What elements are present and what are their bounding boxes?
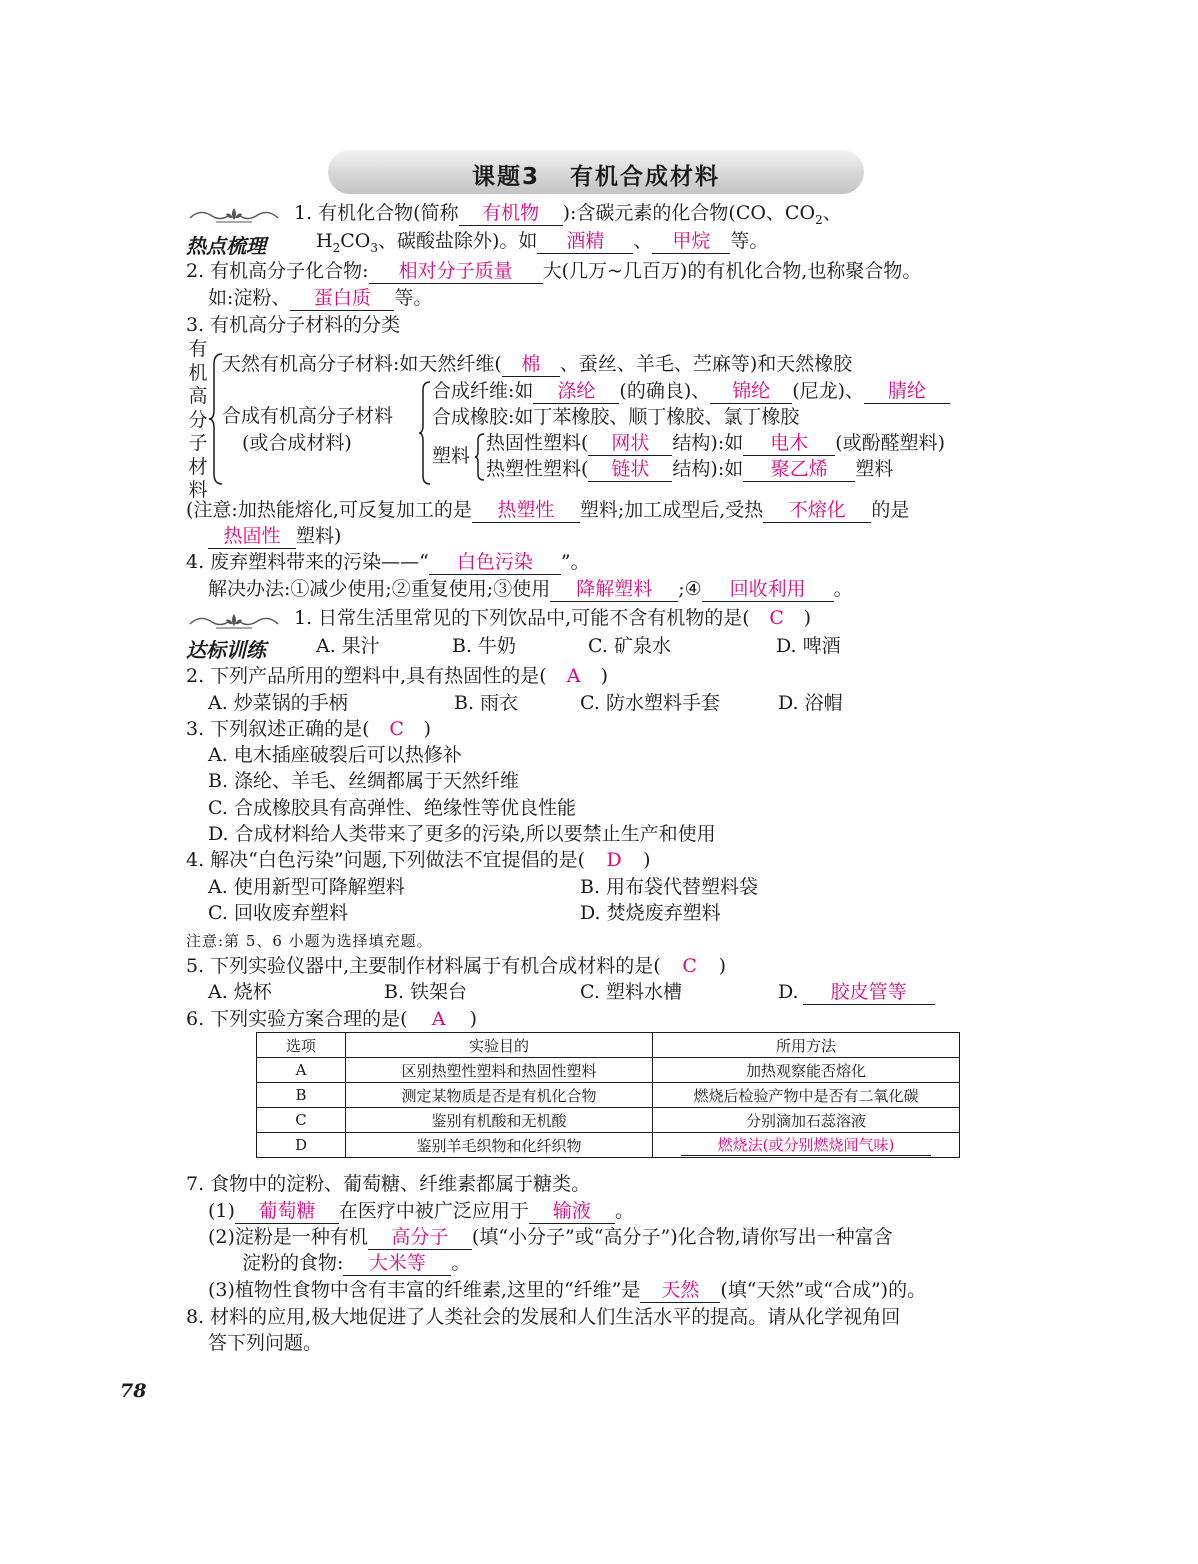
table-cell: 加热观察能否熔化 bbox=[653, 1058, 960, 1083]
review-q4-line1: 4. 废弃塑料带来的污染——“ 白色污染 ”。 bbox=[186, 551, 590, 573]
option-b: B. 涤纶、羊毛、丝绸都属于天然纤维 bbox=[208, 770, 520, 792]
option-c: C. 塑料水槽 bbox=[580, 981, 682, 1003]
answer-blank: 白色污染 bbox=[429, 550, 561, 575]
classification-vertical-label: 有机高分子材料 bbox=[188, 338, 208, 501]
answer-blank: 锦纶 bbox=[710, 379, 792, 404]
answer-blank: 降解塑料 bbox=[550, 577, 678, 602]
answer-blank: 链状 bbox=[588, 457, 672, 482]
table-row bbox=[257, 1108, 960, 1133]
review-q1-line1: 1. 有机化合物(简称 有机物 ):含碳元素的化合物(CO、$CO_2$、 bbox=[294, 202, 842, 227]
review-q3-title: 3. 有机高分子材料的分类 bbox=[186, 314, 401, 336]
thermoplastic-line: 热塑性塑料( 链状 结构):如 聚乙烯 塑料 bbox=[486, 458, 894, 480]
review-q2-line1: 2. 有机高分子化合物: 相对分子质量 大(几万~几百万)的有机化合物,也称聚合物。 bbox=[186, 260, 922, 282]
ornament-icon bbox=[186, 610, 282, 632]
training-q7-3: (3)植物性食物中含有丰富的纤维素,这里的“纤维”是 天然 (填“天然”或“合成”)的。 bbox=[208, 1279, 927, 1301]
answer-blank: 葡萄糖 bbox=[235, 1199, 339, 1224]
table-header: 实验目的 bbox=[346, 1033, 653, 1058]
answer-blank: 输液 bbox=[529, 1199, 615, 1224]
answer-blank: A bbox=[431, 1008, 446, 1030]
lesson-number: 课题3 bbox=[471, 164, 540, 190]
answer-blank: 涤纶 bbox=[533, 379, 619, 404]
table-cell bbox=[653, 1133, 960, 1158]
synthetic-fiber-line: 合成纤维:如 涤纶 (的确良)、 锦纶 (尼龙)、 腈纶 bbox=[432, 378, 950, 404]
training-q8-line2: 答下列问题。 bbox=[208, 1332, 323, 1354]
answer-blank: 高分子 bbox=[368, 1225, 472, 1250]
answer-blank: 热塑性 bbox=[472, 498, 580, 523]
review-q1-line2: $H_2CO_3$、碳酸盐除外)。如 酒精 、 甲烷 等。 bbox=[316, 230, 769, 255]
training-q7-2: (2)淀粉是一种有机 高分子 (填“小分子”或“高分子”)化合物,请你写出一种富含 bbox=[208, 1226, 893, 1248]
thermoset-line: 热固性塑料( 网状 结构):如 电木 (或酚醛塑料) bbox=[486, 432, 946, 454]
answer-blank: 天然 bbox=[640, 1278, 720, 1303]
option-b: B. 用布袋代替塑料袋 bbox=[580, 876, 759, 898]
training-note: 注意:第 5、6 小题为选择填充题。 bbox=[186, 932, 433, 950]
table-cell: 鉴别羊毛织物和化纤织物 bbox=[346, 1133, 653, 1158]
review-q4-line2: 解决办法:①减少使用;②重复使用;③使用 降解塑料 ;④ 回收利用 。 bbox=[208, 578, 853, 600]
natural-materials-line: 天然有机高分子材料:如天然纤维( 棉 、蚕丝、羊毛、苎麻等)和天然橡胶 bbox=[222, 353, 853, 375]
option-c: C. 防水塑料手套 bbox=[580, 692, 720, 714]
answer-blank: 回收利用 bbox=[702, 577, 834, 602]
table-cell: B bbox=[257, 1083, 346, 1108]
answer-blank: 电木 bbox=[743, 431, 835, 456]
ornament-icon bbox=[186, 204, 282, 226]
option-d: D. 胶皮管等 bbox=[778, 979, 935, 1005]
note-line1: (注意:加热能熔化,可反复加工的是 热塑性 塑料;加工成型后,受热 不熔化 的是 bbox=[186, 499, 910, 521]
table-row bbox=[257, 1083, 960, 1108]
table-cell: 燃烧后检验产物中是否有二氧化碳 bbox=[653, 1083, 960, 1108]
answer-blank: C bbox=[389, 718, 404, 740]
review-q2-line2: 如:淀粉、 蛋白质 等。 bbox=[208, 287, 433, 309]
answer-blank: 燃烧法(或分别燃烧闻气味) bbox=[681, 1135, 931, 1156]
table-cell: 鉴别有机酸和无机酸 bbox=[346, 1108, 653, 1133]
option-b: B. 雨衣 bbox=[454, 692, 519, 714]
brace-icon bbox=[474, 432, 486, 482]
lesson-name: 有机合成材料 bbox=[570, 164, 721, 190]
option-b: B. 铁架台 bbox=[384, 981, 468, 1003]
option-a: A. 电木插座破裂后可以热修补 bbox=[208, 744, 462, 766]
table-header-row bbox=[257, 1033, 960, 1058]
answer-blank: 酒精 bbox=[537, 229, 633, 254]
option-d: D. 浴帽 bbox=[778, 692, 843, 714]
option-d: D. 啤酒 bbox=[776, 635, 841, 657]
table-cell: 区别热塑性塑料和热固性塑料 bbox=[346, 1058, 653, 1083]
answer-blank: C bbox=[769, 607, 784, 629]
title-banner bbox=[328, 150, 864, 194]
table-header: 所用方法 bbox=[653, 1033, 960, 1058]
answer-blank: 胶皮管等 bbox=[803, 980, 935, 1005]
option-a: A. 炒菜锅的手柄 bbox=[208, 692, 348, 714]
section-training: 达标训练 bbox=[186, 638, 266, 662]
page-title bbox=[328, 158, 864, 191]
table-cell: 分别滴加石蕊溶液 bbox=[653, 1108, 960, 1133]
option-d: D. 合成材料给人类带来了更多的污染,所以要禁止生产和使用 bbox=[208, 823, 716, 845]
option-c: C. 合成橡胶具有高弹性、绝缘性等优良性能 bbox=[208, 797, 576, 819]
answer-blank: D bbox=[606, 849, 622, 871]
answer-blank: 聚乙烯 bbox=[743, 457, 855, 482]
answer-blank: 热固性 bbox=[208, 524, 296, 549]
table-cell: C bbox=[257, 1108, 346, 1133]
answer-blank: 相对分子质量 bbox=[369, 259, 543, 284]
option-a: A. 果汁 bbox=[316, 635, 380, 657]
option-d: D. 焚烧废弃塑料 bbox=[580, 902, 721, 924]
table-row bbox=[257, 1133, 960, 1158]
option-b: B. 牛奶 bbox=[452, 635, 517, 657]
training-q5: 5. 下列实验仪器中,主要制作材料属于有机合成材料的是( C ) bbox=[186, 955, 727, 977]
page-number: 78 bbox=[120, 1380, 147, 1402]
answer-blank: 有机物 bbox=[459, 201, 563, 226]
note-line2: 热固性 塑料) bbox=[208, 523, 341, 549]
section-review: 热点梳理 bbox=[186, 234, 266, 258]
training-q4: 4. 解决“白色污染”问题,下列做法不宜提倡的是( D ) bbox=[186, 849, 651, 871]
option-c: C. 矿泉水 bbox=[588, 635, 671, 657]
table-header: 选项 bbox=[257, 1033, 346, 1058]
answer-blank: 大米等 bbox=[343, 1251, 451, 1276]
answer-blank: 腈纶 bbox=[864, 379, 950, 404]
training-q8-line1: 8. 材料的应用,极大地促进了人类社会的发展和人们生活水平的提高。请从化学视角回 bbox=[186, 1306, 901, 1328]
experiment-table bbox=[256, 1032, 960, 1158]
option-a: A. 使用新型可降解塑料 bbox=[208, 876, 405, 898]
answer-blank: 蛋白质 bbox=[290, 286, 394, 311]
table-cell: A bbox=[257, 1058, 346, 1083]
answer-blank: 网状 bbox=[588, 431, 672, 456]
brace-icon bbox=[418, 380, 432, 486]
table-cell: 测定某物质是否是有机化合物 bbox=[346, 1083, 653, 1108]
answer-blank: 不熔化 bbox=[763, 498, 871, 523]
training-q7-1: (1) 葡萄糖 在医疗中被广泛应用于 输液 。 bbox=[208, 1200, 634, 1222]
answer-blank: 甲烷 bbox=[652, 229, 730, 254]
training-q2: 2. 下列产品所用的塑料中,具有热固性的是( A ) bbox=[186, 665, 609, 687]
table-cell: D bbox=[257, 1133, 346, 1158]
table-row bbox=[257, 1058, 960, 1083]
synthetic-label: 合成有机高分子材料 bbox=[222, 405, 394, 427]
synthetic-rubber-line: 合成橡胶:如丁苯橡胶、顺丁橡胶、氯丁橡胶 bbox=[432, 406, 800, 428]
option-a: A. 烧杯 bbox=[208, 981, 272, 1003]
answer-blank: 棉 bbox=[502, 352, 560, 377]
answer-blank: C bbox=[682, 955, 697, 977]
training-q7-2b: 淀粉的食物: 大米等 。 bbox=[242, 1252, 471, 1274]
synthetic-label-2: (或合成材料) bbox=[242, 432, 352, 454]
answer-blank: A bbox=[566, 665, 581, 687]
plastic-label: 塑料 bbox=[432, 445, 471, 467]
training-q6: 6. 下列实验方案合理的是( A ) bbox=[186, 1008, 478, 1030]
training-q1: 1. 日常生活里常见的下列饮品中,可能不含有机物的是( C ) bbox=[294, 607, 812, 629]
training-q3: 3. 下列叙述正确的是( C ) bbox=[186, 718, 432, 740]
option-c: C. 回收废弃塑料 bbox=[208, 902, 348, 924]
training-q7: 7. 食物中的淀粉、葡萄糖、纤维素都属于糖类。 bbox=[186, 1173, 591, 1195]
